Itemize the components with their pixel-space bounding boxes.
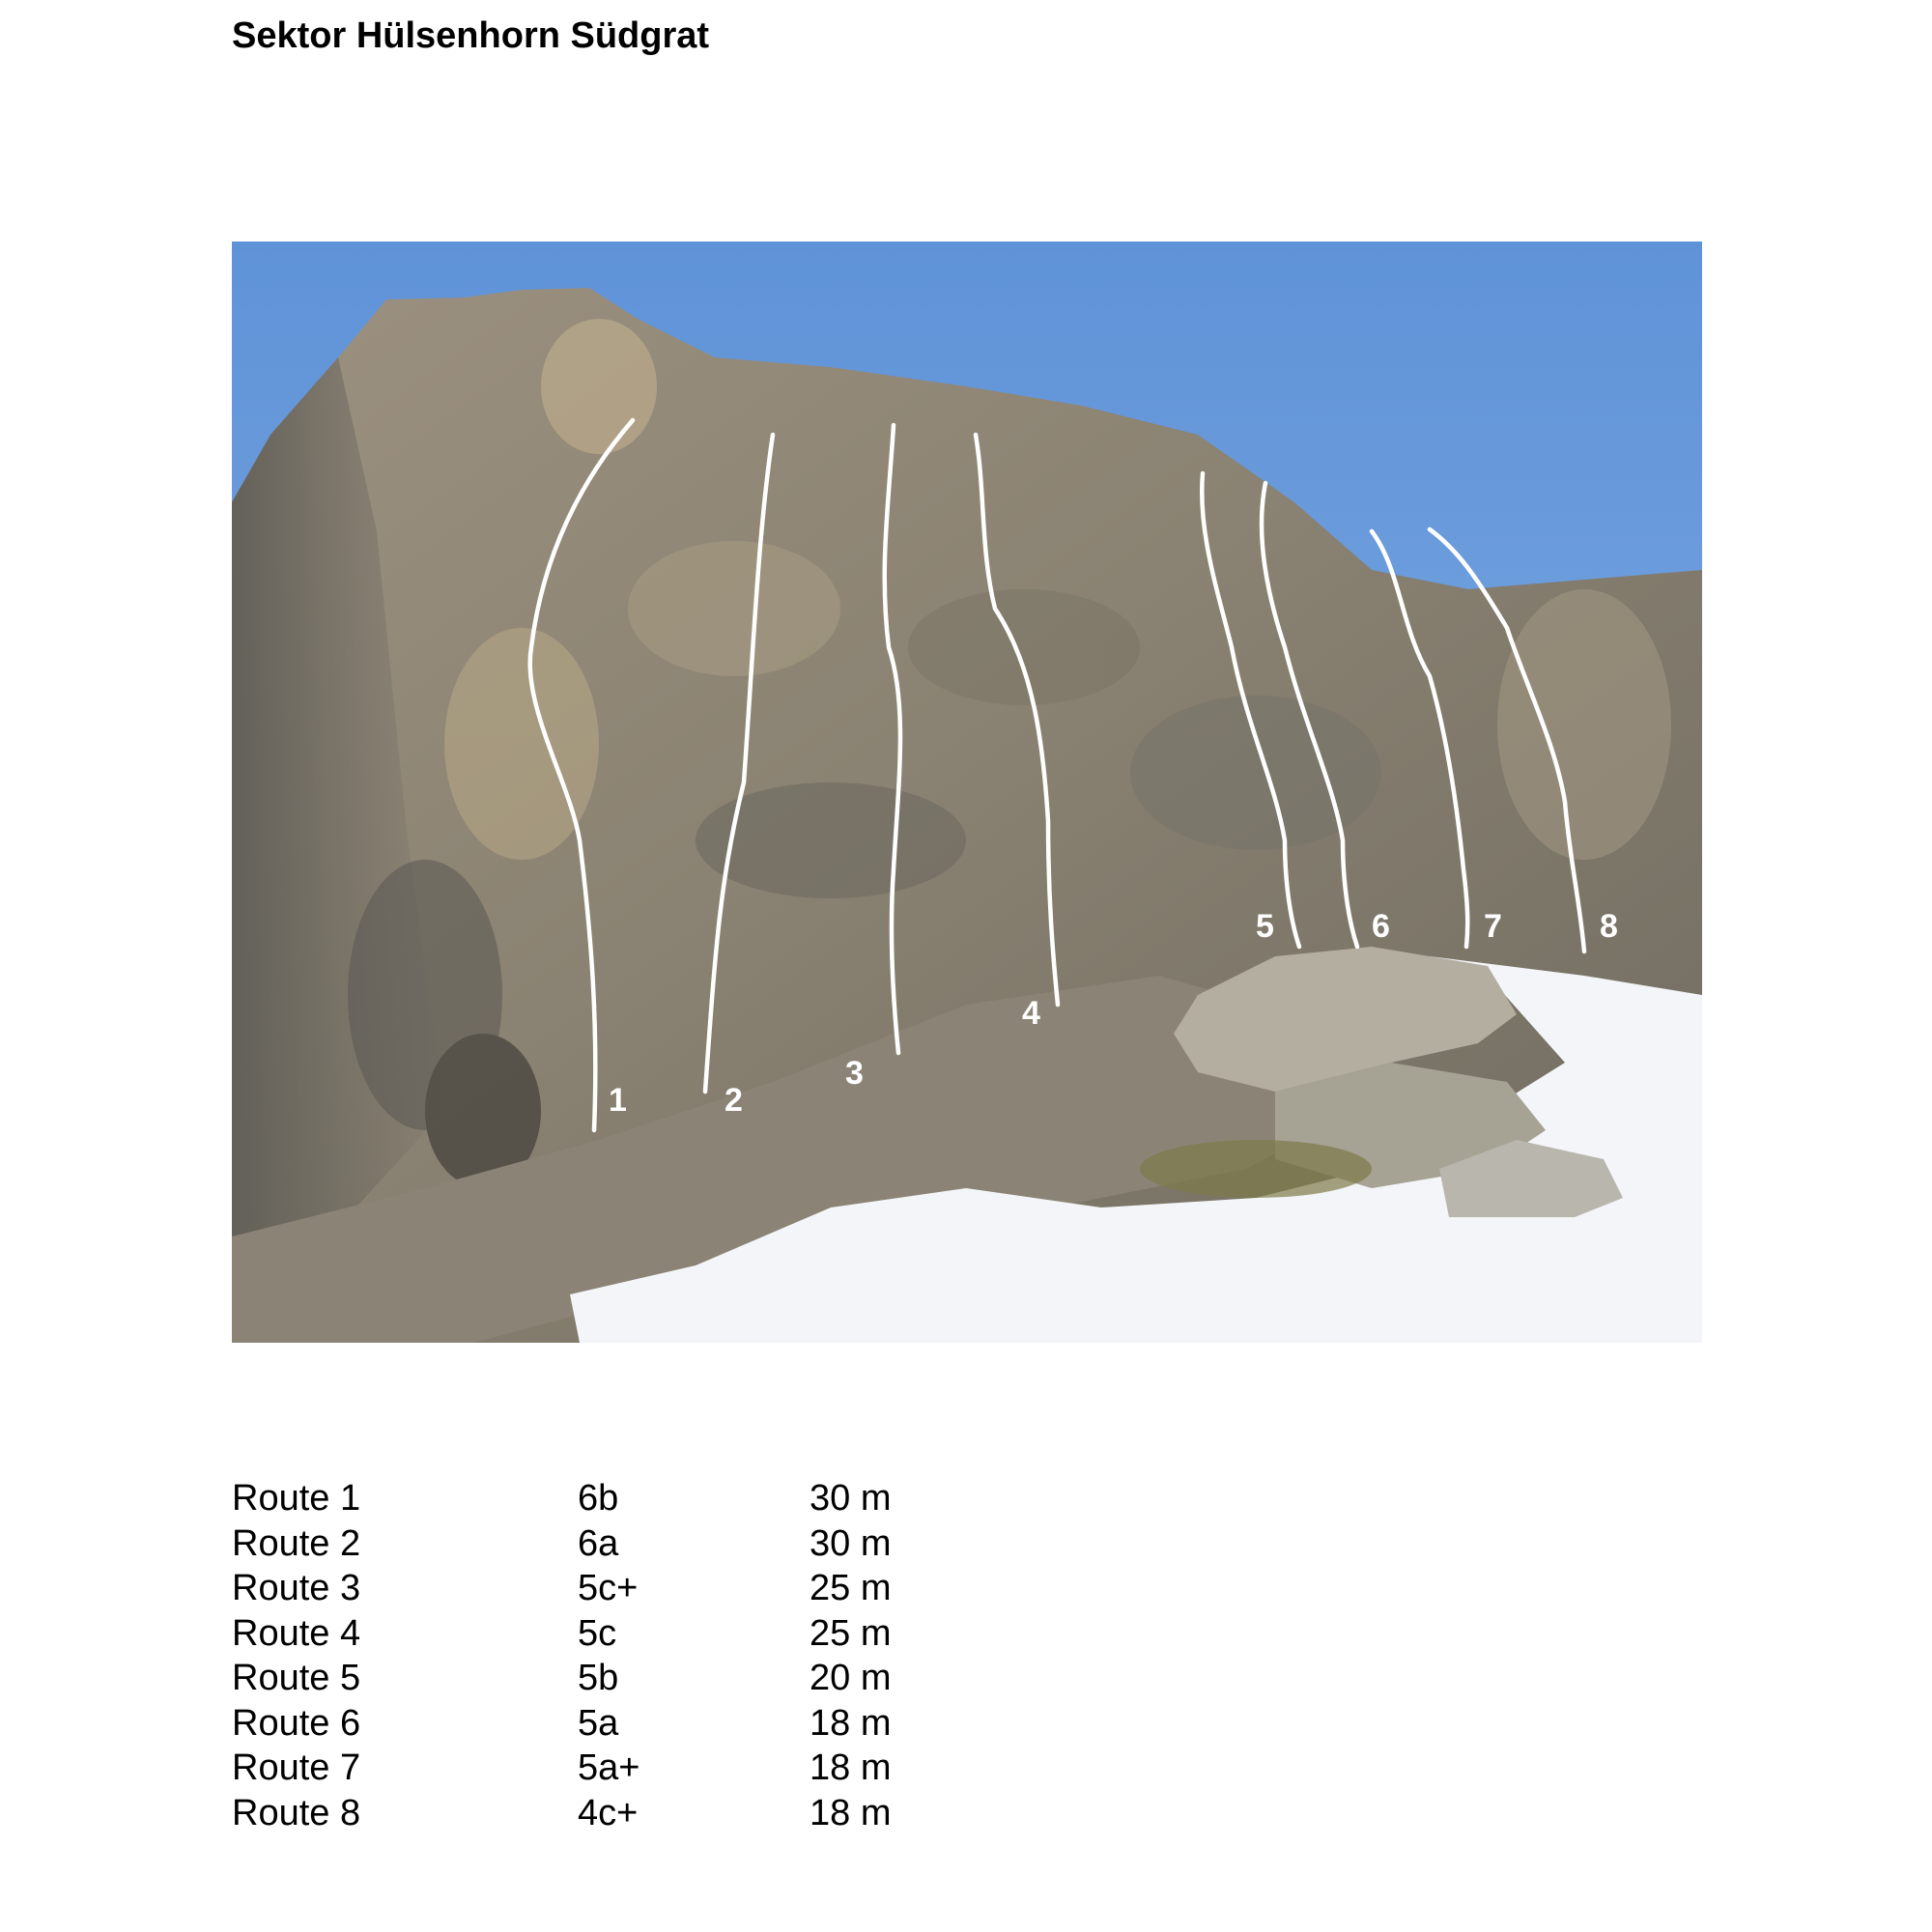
route-marker-2: 2 [724, 1082, 743, 1119]
route-length: 25 m [810, 1568, 892, 1608]
route-row [232, 1521, 1101, 1567]
route-row [232, 1656, 1101, 1701]
route-name: Route 5 [232, 1658, 361, 1698]
route-grade: 5a [578, 1702, 619, 1744]
route-length: 30 m [810, 1522, 892, 1564]
route-row [232, 1611, 1101, 1657]
route-length: 25 m [810, 1612, 892, 1654]
crag-photo [232, 242, 1702, 1343]
route-grade: 5b [578, 1658, 619, 1698]
route-name: Route 3 [232, 1568, 361, 1608]
route-name: Route 2 [232, 1522, 361, 1564]
route-length: 18 m [810, 1747, 892, 1788]
route-name: Route 1 [232, 1478, 361, 1519]
route-name: Route 4 [232, 1612, 361, 1654]
route-grade: 5c [578, 1612, 617, 1654]
route-row [232, 1791, 1101, 1836]
route-row [232, 1476, 1101, 1521]
route-grade: 5a+ [578, 1747, 640, 1788]
route-length: 30 m [810, 1478, 892, 1519]
route-row [232, 1701, 1101, 1747]
route-grade: 6b [578, 1478, 619, 1519]
topo-image [232, 242, 1702, 1343]
route-name: Route 8 [232, 1792, 361, 1833]
moss-patch [1140, 1140, 1372, 1198]
route-row [232, 1566, 1101, 1611]
route-grade: 5c+ [578, 1568, 639, 1608]
route-marker-1: 1 [609, 1082, 627, 1119]
route-marker-3: 3 [845, 1055, 864, 1092]
route-marker-5: 5 [1256, 908, 1274, 945]
route-marker-4: 4 [1022, 995, 1040, 1032]
route-marker-7: 7 [1484, 908, 1502, 945]
route-table [232, 1476, 1101, 1835]
route-grade: 6a [578, 1522, 619, 1564]
route-marker-6: 6 [1372, 908, 1390, 945]
route-length: 20 m [810, 1658, 892, 1698]
route-row [232, 1746, 1101, 1791]
route-marker-8: 8 [1600, 908, 1618, 945]
route-name: Route 6 [232, 1702, 361, 1744]
page-title: Sektor Hülsenhorn Südgrat [232, 15, 710, 56]
route-length: 18 m [810, 1702, 892, 1744]
route-grade: 4c+ [578, 1792, 639, 1833]
route-name: Route 7 [232, 1747, 361, 1788]
route-length: 18 m [810, 1792, 892, 1833]
